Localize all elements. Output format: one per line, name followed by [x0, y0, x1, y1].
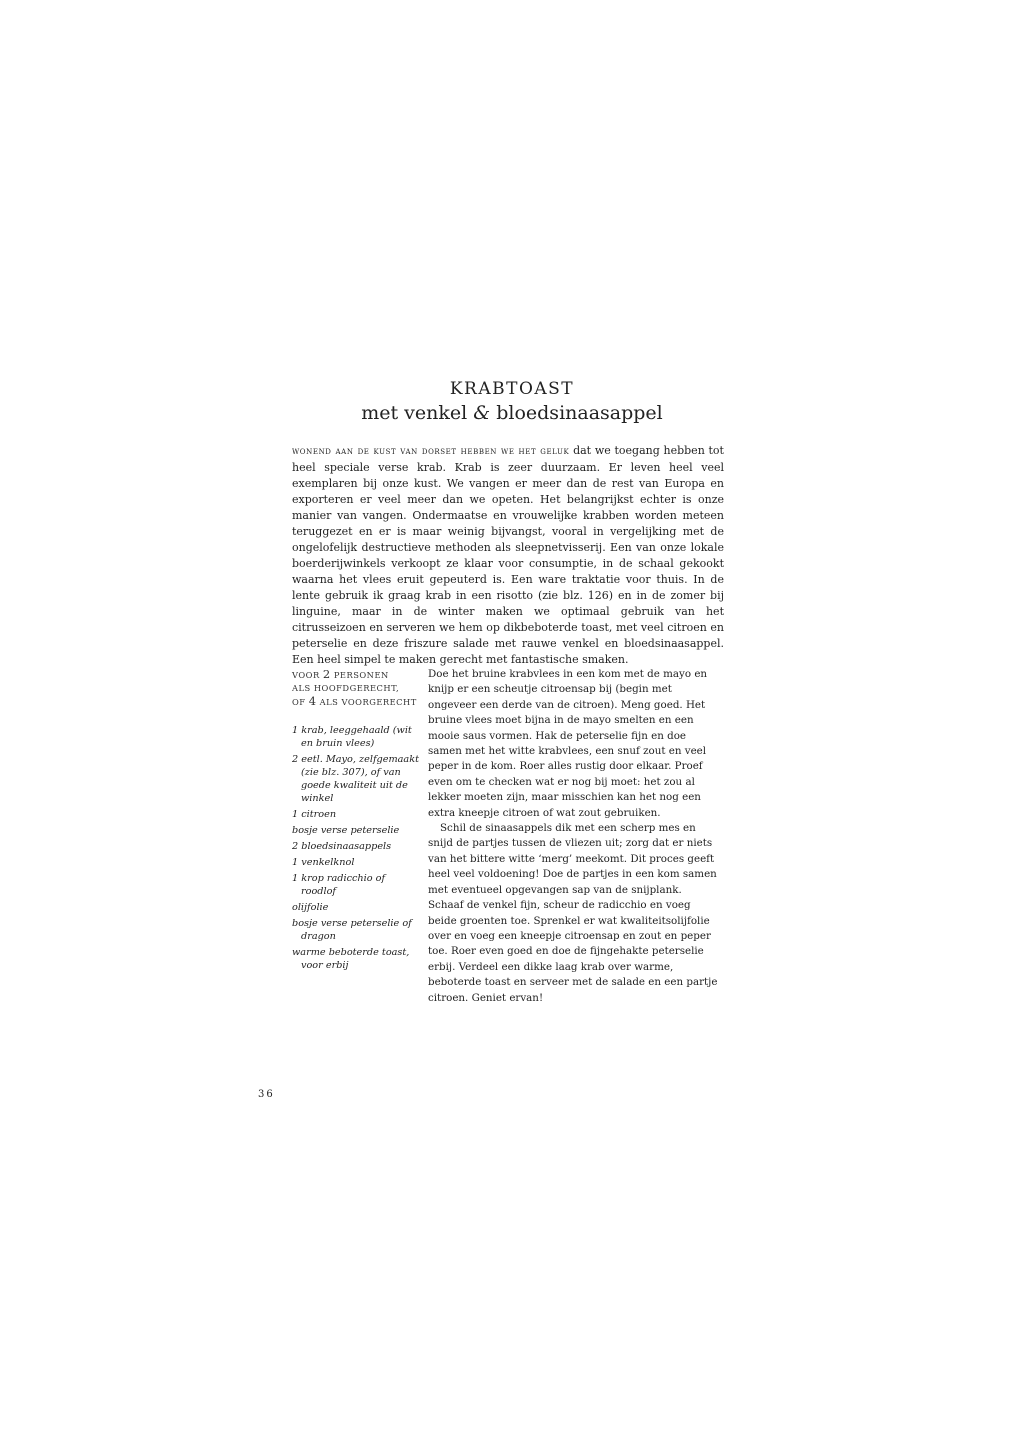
ingredient-list: [292, 724, 422, 975]
ingredient-item: 2 bloedsinaasappels: [292, 841, 392, 852]
ingredient-item: bosje verse peterselie: [292, 825, 400, 836]
servings-line-3: [292, 695, 424, 709]
intro-text: dat we toegang hebben tot heel speciale verse krab. Krab is zeer duurzaam. Er leven heel veel exemplaren bij onze kust. We vangen er meer dan de rest van Europa en exporteren er veel meer dan we opeten. Het belangrijkst echter is onze manier van vangen. Ondermaatse en vrouwelijke krabben worden meteen teruggezet en er is maar weinig bijvangst, vooral in vergelijking met de ongelofelijk destructieve methoden als sleepnetvisserij. Een van onze lokale boerderijwinkels verkoopt ze klaar voor consumptie, in de schaal gekookt waarna het vlees eruit gepeuterd is. Een ware traktatie voor thuis. In de lente gebruik ik graag krab in een risotto (zie blz. 126) en in de zomer bij linguine, maar in de winter maken we optimaal gebruik van het citrusseizoen en serveren we hem op dikbeboterde toast, met veel citroen en peterselie en deze friszure salade met rauwe venkel en bloedsinaasappel. Een heel simpel te maken gerecht met fantastische smaken.: [292, 444, 724, 666]
ingredient-item: 1 krab, leeggehaald (wit en bruin vlees): [292, 725, 412, 749]
page-number: 36: [258, 1089, 275, 1100]
intro-lead-smallcaps: wonend aan de kust van dorset hebben we het geluk: [292, 446, 570, 457]
recipe-title: KRABTOAST: [449, 379, 575, 399]
subtitle-part-2: bloedsinaasappel: [490, 402, 663, 424]
ampersand: &: [473, 402, 491, 424]
ingredient-item: olijfolie: [292, 902, 329, 913]
servings-number-main: 2: [322, 667, 331, 681]
recipe-subtitle: [292, 400, 732, 426]
ingredient-item: bosje verse peterselie of dragon: [292, 918, 412, 942]
ingredient-item: 1 citroen: [292, 809, 337, 820]
subtitle-part-1: met venkel: [361, 402, 474, 424]
method-paragraph: Schil de sinaasappels dik met een scherp mes en snijd de partjes tussen de vliezen uit; zorg dat er niets van het bittere witte ‘merg’ meekomt. Dit proces geeft heel veel voldoening! Doe de partjes in een kom samen met eventueel opgevangen sap van de snijplank. Schaaf de venkel fijn, scheur de radicchio en voeg beide groenten toe. Sprenkel er wat kwaliteitsolijfolie over en voeg een kneepje citroensap en zout en peper toe. Roer even goed en doe de fijngehakte peterselie erbij. Verdeel een dikke laag krab over warme, beboterde toast en serveer met de salade en een partje citroen. Geniet ervan!: [428, 822, 718, 1004]
intro-paragraph: [292, 443, 724, 668]
method-text: [428, 667, 720, 1006]
servings-word: ALS VOORGERECHT: [319, 697, 417, 707]
servings-word: VOOR: [292, 670, 320, 680]
ingredient-item: 1 venkelknol: [292, 857, 355, 868]
ingredient-item: 2 eetl. Mayo, zelfgemaakt (zie blz. 307), of van goede kwaliteit uit de winkel: [292, 754, 419, 804]
servings-word: PERSONEN: [333, 670, 389, 680]
ingredient-item: warme beboterde toast, voor erbij: [292, 947, 410, 971]
ingredient-item: 1 krop radicchio of roodlof: [292, 873, 386, 897]
method-paragraph: Doe het bruine krabvlees in een kom met de mayo en knijp er een scheutje citroensap bij (begin met ongeveer een derde van de citroen). Meng goed. Het bruine vlees moet bijna in de mayo smelten en een mooie saus vormen. Hak de peterselie fijn en doe samen met het witte krabvlees, een snuf zout en veel peper in de kom. Roer alles rustig door elkaar. Proef even om te checken wat er nog bij moet: het zou al lekker moeten zijn, maar misschien kan het nog een extra kneepje citroen of wat zout gebruiken.: [428, 668, 708, 819]
servings-line-1: [292, 668, 424, 682]
servings-word: OF: [292, 697, 306, 707]
servings-line-2: ALS HOOFDGERECHT,: [292, 683, 400, 693]
servings-note: [292, 668, 424, 709]
servings-number-starter: 4: [308, 694, 317, 708]
